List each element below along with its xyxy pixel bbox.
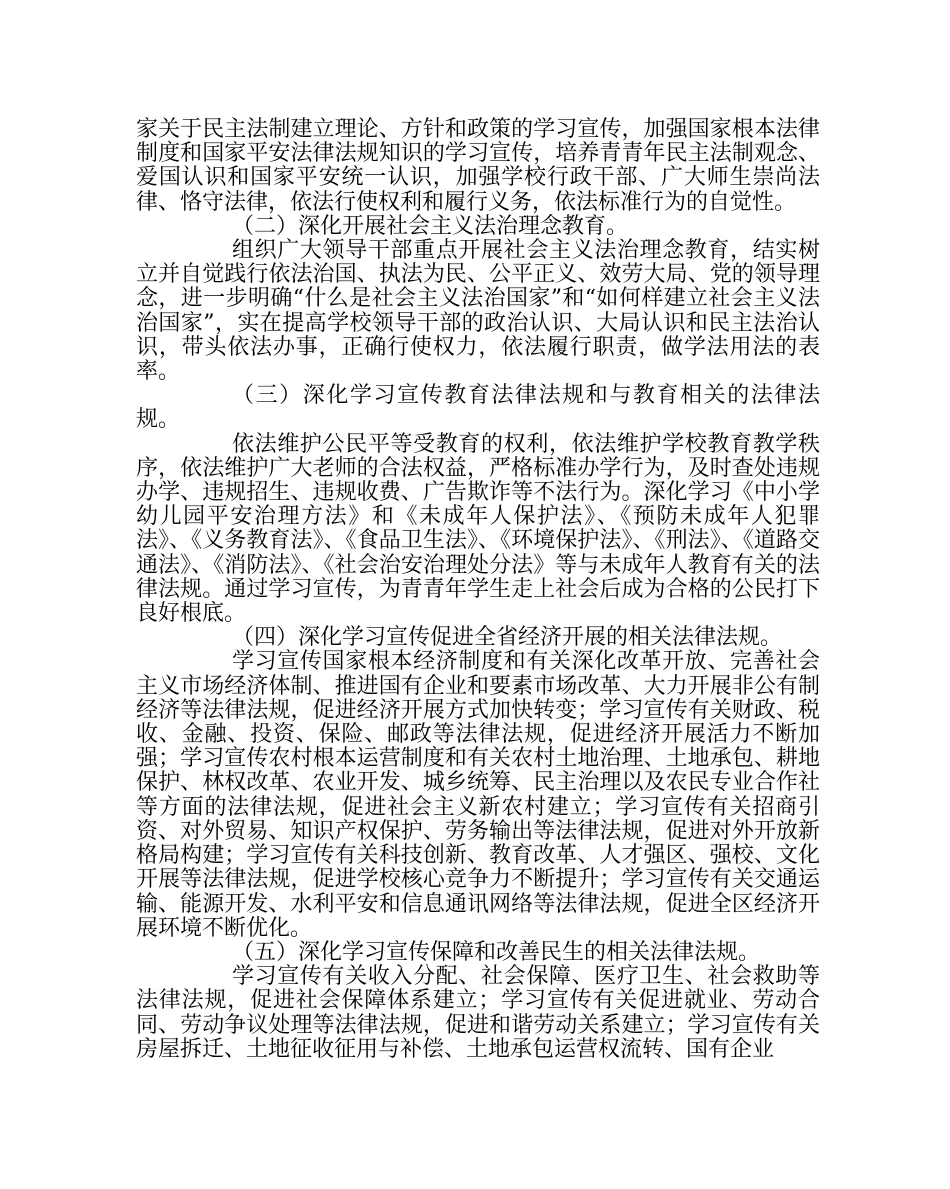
paragraph-section-3: 依法维护公民平等受教育的权利，依法维护学校教育教学秩序，依法维护广大老师的合法权益，严格标准办学行为，及时查处违规办学、违规招生、违规收费、广告欺诈等不法行为。深化学习《中小学幼儿园平安治理方法》和《未成年人保护法》、《预防未成年人犯罪法》、《义务教育法》、《食品卫生法》、《环境保护法》、《刑法》、《道路交通法》、《消防法》、《社会治安治理处分法》等与未成年人教育有关的法律法规。通过学习宣传，为青青年学生走上社会后成为合格的公民打下良好根底。 bbox=[136, 431, 820, 627]
section-heading-4: （四）深化学习宣传促进全省经济开展的相关法律法规。 bbox=[232, 625, 783, 651]
body-text bbox=[136, 118, 820, 1062]
section-heading-2: （二）深化开展社会主义法治理念教育。 bbox=[232, 213, 629, 239]
paragraph-section-5: 学习宣传有关收入分配、社会保障、医疗卫生、社会救助等法律法规，促进社会保障体系建立；学习宣传有关促进就业、劳动合同、劳动争议处理等法律法规，促进和谐劳动关系建立；学习宣传有关房屋拆迁、土地征收征用与补偿、土地承包运营权流转、国有企业 bbox=[136, 964, 820, 1062]
section-heading-5: （五）深化学习宣传保障和改善民生的相关法律法规。 bbox=[232, 939, 761, 965]
paragraph-section-2: 组织广大领导干部重点开展社会主义法治理念教育，结实树立并自觉践行依法治国、执法为民、公平正义、效劳大局、党的领导理念，进一步明确“什么是社会主义法治国家”和“如何样建立社会主义法治国家”，实在提高学校领导干部的政治认识、大局认识和民主法治认识，带头依法办事，正确行使权力，依法履行职责，做学法用法的表率。 bbox=[136, 238, 820, 385]
paragraph-continuation: 家关于民主法制建立理论、方针和政策的学习宣传，加强国家根本法律制度和国家平安法律法规知识的学习宣传，培养青青年民主法制观念、爱国认识和国家平安统一认识，加强学校行政干部、广大师生崇尚法律、恪守法律，依法行使权利和履行义务，依法标准行为的自觉性。 bbox=[136, 117, 820, 215]
paragraph-section-4: 学习宣传国家根本经济制度和有关深化改革开放、完善社会主义市场经济体制、推进国有企业和要素市场改革、大力开展非公有制经济等法律法规，促进经济开展方式加快转变；学习宣传有关财政、税收、金融、投资、保险、邮政等法律法规，促进经济开展活力不断加强；学习宣传农村根本运营制度和有关农村土地治理、土地承包、耕地保护、林权改革、农业开发、城乡统筹、民主治理以及农民专业合作社等方面的法律法规，促进社会主义新农村建立；学习宣传有关招商引资、对外贸易、知识产权保护、劳务输出等法律法规，促进对外开放新格局构建；学习宣传有关科技创新、教育改革、人才强区、强校、文化开展等法律法规，促进学校核心竞争力不断提升；学习宣传有关交通运输、能源开发、水利平安和信息通讯网络等法律法规，促进全区经济开展环境不断优化。 bbox=[136, 649, 820, 941]
section-heading-3: （三）深化学习宣传教育法律法规和与教育相关的法律法规。 bbox=[136, 383, 820, 433]
